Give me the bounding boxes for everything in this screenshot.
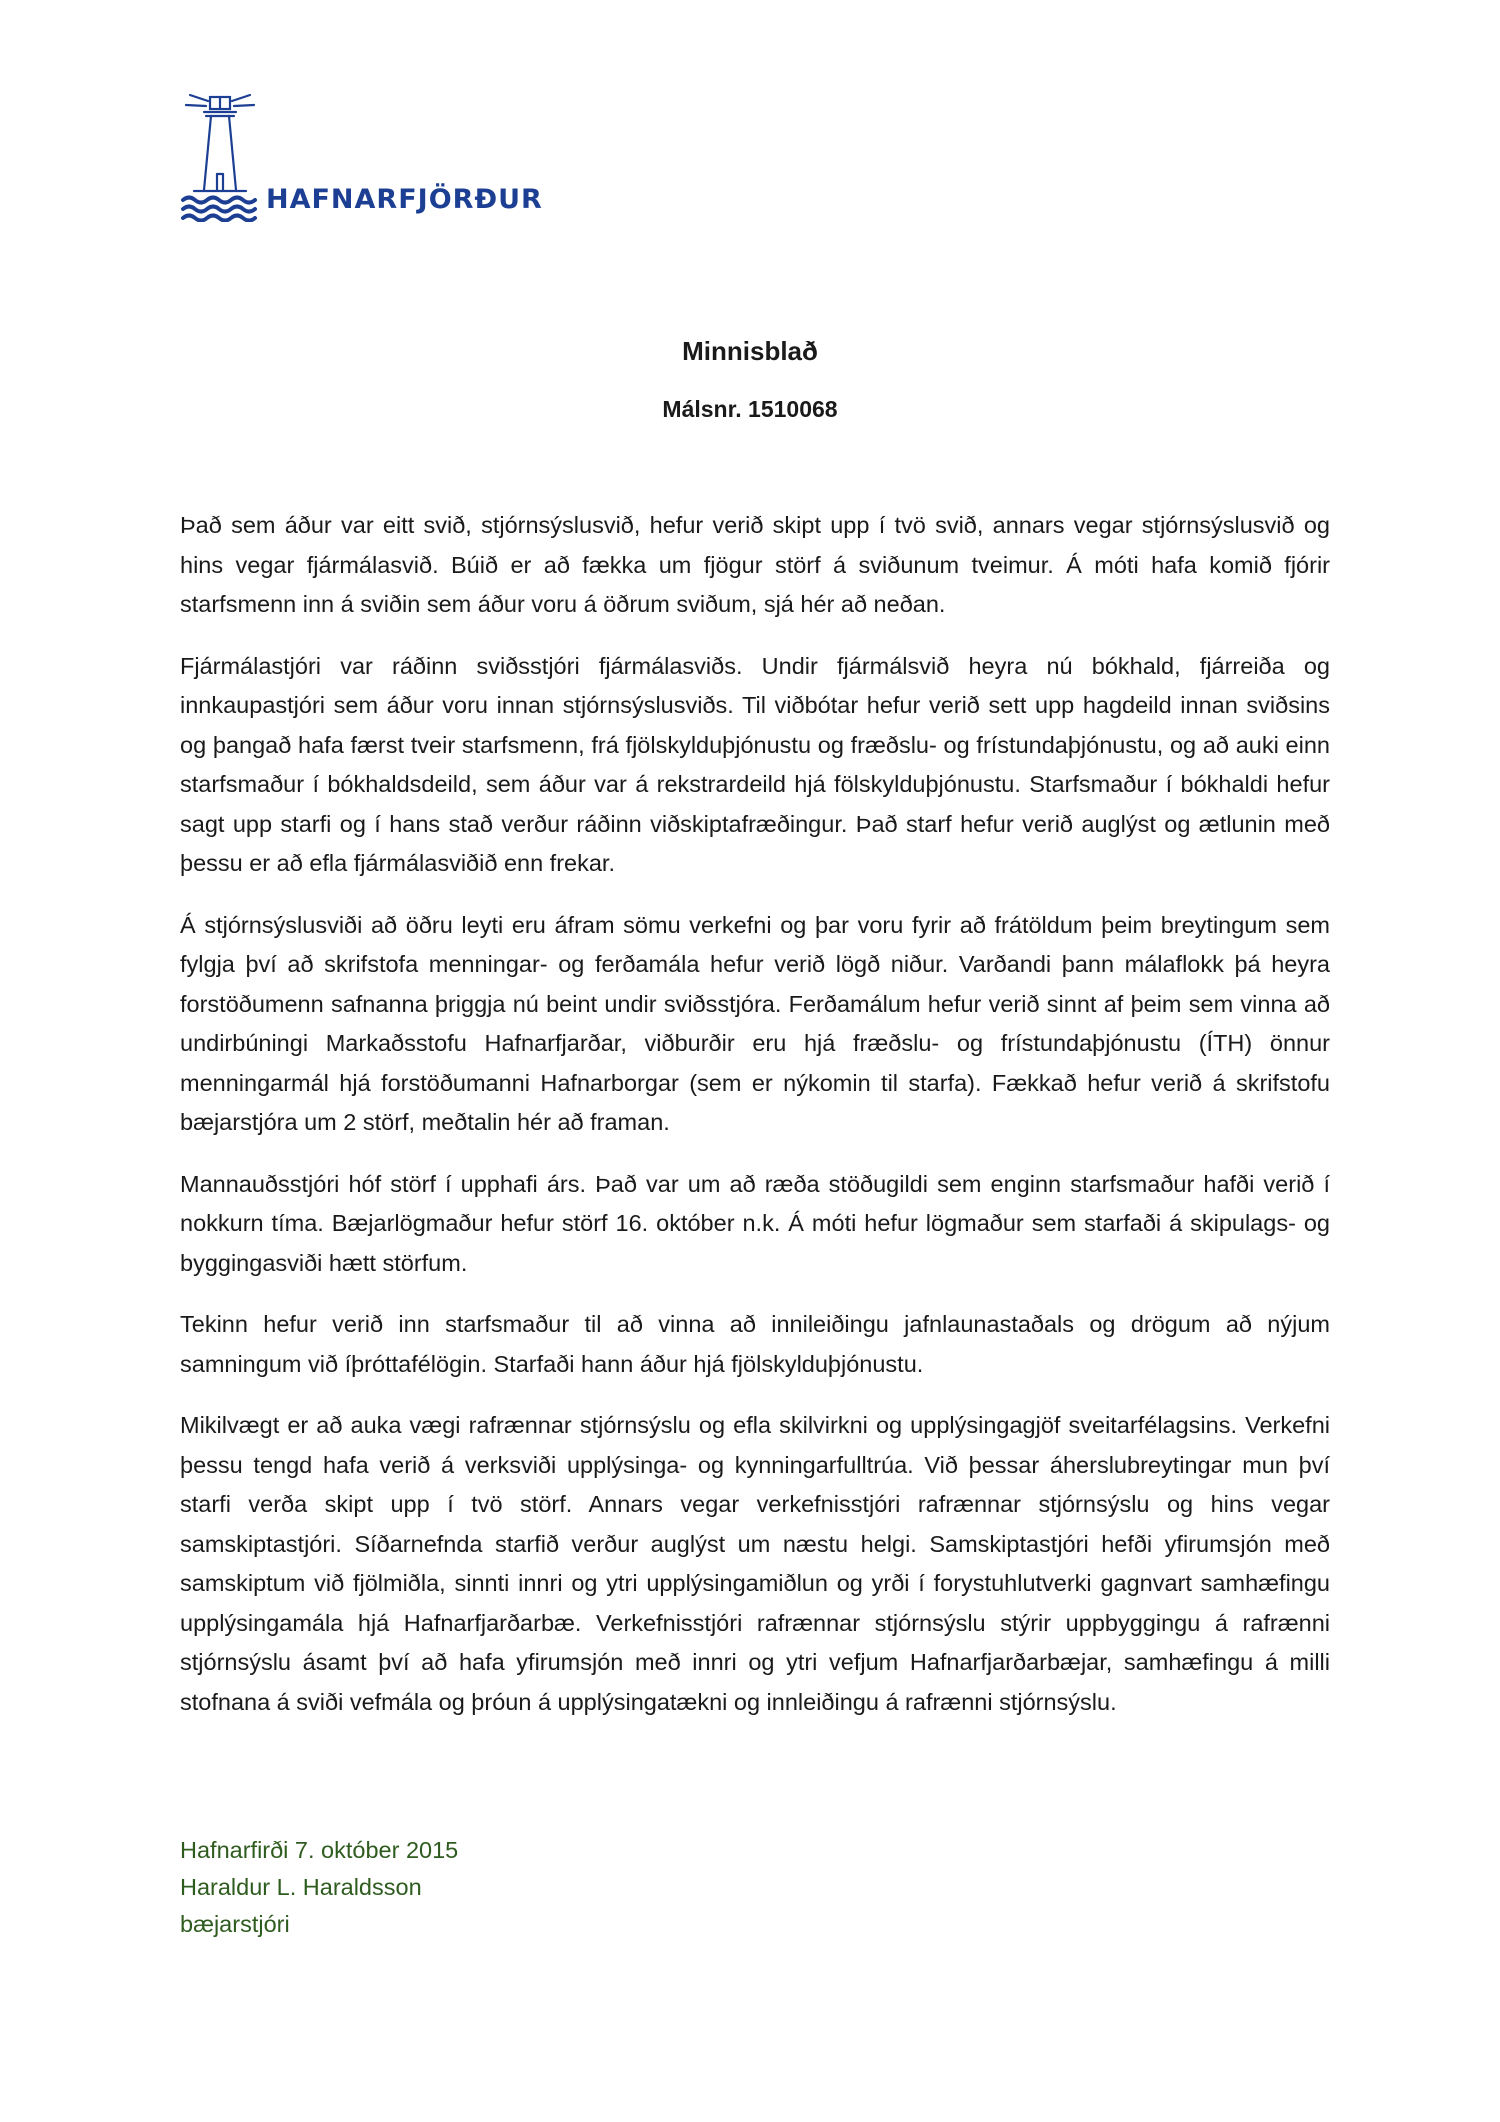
paragraph: Mannauðsstjóri hóf störf í upphafi árs. Það var um að ræða stöðugildi sem enginn starfsmaður hafði verið í nokkurn tíma. Bæjarlögmaður hefur störf 16. október n.k. Á móti hefur lögmaður sem starfaði á skipulags- og byggingasviði hætt störfum. (180, 1170, 1330, 1276)
paragraph: Mikilvægt er að auka vægi rafrænnar stjórnsýslu og efla skilvirkni og upplýsingagjöf sveitarfélagsins. Verkefni þessu tengd hafa verið á verksviði upplýsinga- og kynningarfulltrúa. Við þessar áherslubreytingar mun því starfi verða skipt upp í tvö störf. Annars vegar verkefnisstjóri rafrænnar stjórnsýslu og hins vegar samskiptastjóri. Síðarnefnda starfið verður auglýst um næstu helgi. Samskiptastjóri hefði yfirumsjón með samskiptum við fjölmiðla, sinnti innri og ytri upplýsingamiðlun og yrði í forystuhlutverki gagnvart samhæfingu upplýsingamála hjá Hafnarfjarðarbæ. Verkefnisstjóri rafrænnar stjórnsýslu stýrir uppbyggingu á rafrænni stjórnsýslu ásamt því að hafa yfirumsjón með innri og ytri vefjum Hafnarfjarðarbæjar, samhæfingu á milli stofnana á sviði vefmála og þróun á upplýsingatækni og innleiðingu á rafrænni stjórnsýslu. (180, 1412, 1330, 1715)
lighthouse-icon (180, 92, 260, 222)
signature-block (180, 1832, 458, 1943)
case-number: Málsnr. 1510068 (662, 396, 838, 422)
logo (180, 92, 543, 222)
signature-place-date: Hafnarfirði 7. október 2015 (180, 1837, 459, 1863)
paragraph: Það sem áður var eitt svið, stjórnsýslusvið, hefur verið skipt upp í tvö svið, annars vegar stjórnsýslusvið og hins vegar fjármálasvið. Búið er að fækka um fjögur störf á sviðunum tveimur. Á móti hafa komið fjórir starfsmenn inn á sviðin sem áður voru á öðrum sviðum, sjá hér að neðan. (180, 512, 1330, 617)
logo-wordmark: HAFNARFJÖRÐUR (266, 184, 543, 215)
paragraph: Á stjórnsýslusviði að öðru leyti eru áfram sömu verkefni og þar voru fyrir að frátöldum þeim breytingum sem fylgja því að skrifstofa menningar- og ferðamála hefur verið lögð niður. Varðandi þann málaflokk þá heyra forstöðumenn safnanna þriggja nú beint undir sviðsstjóra. Ferðamálum hefur verið sinnt af þeim sem vinna að undirbúningi Markaðsstofu Hafnarfjarðar, viðburðir eru hjá fræðslu- og frístundaþjónustu (ÍTH) önnur menningarmál hjá forstöðumanni Hafnarborgar (sem er nýkomin til starfa). Fækkað hefur verið á skrifstofu bæjarstjóra um 2 störf, meðtalin hér að framan. (180, 911, 1330, 1135)
document-title: Minnisblað (682, 336, 818, 366)
paragraph: Fjármálastjóri var ráðinn sviðsstjóri fjármálasviðs. Undir fjármálsvið heyra nú bókhald, fjárreiða og innkaupastjóri sem áður voru innan stjórnsýslusviðs. Til viðbótar hefur verið sett upp hagdeild innan sviðsins og þangað hafa færst tveir starfsmenn, frá fjölskylduþjónustu og fræðslu- og frístundaþjónustu, og að auki einn starfsmaður í bókhaldsdeild, sem áður var á rekstrardeild hjá fölskylduþjónustu. Starfsmaður í bókhaldi hefur sagt upp starfi og í hans stað verður ráðinn viðskiptafræðingur. Það starf hefur verið auglýst og ætlunin með þessu er að efla fjármálasviðið enn frekar. (180, 652, 1330, 876)
signature-name: Haraldur L. Haraldsson (180, 1874, 422, 1900)
memo-body (180, 506, 1330, 1744)
paragraph: Tekinn hefur verið inn starfsmaður til að vinna að innileiðingu jafnlaunastaðals og drögum að nýjum samningum við íþróttafélögin. Starfaði hann áður hjá fjölskylduþjónustu. (180, 1311, 1330, 1377)
signature-role: bæjarstjóri (180, 1911, 290, 1937)
